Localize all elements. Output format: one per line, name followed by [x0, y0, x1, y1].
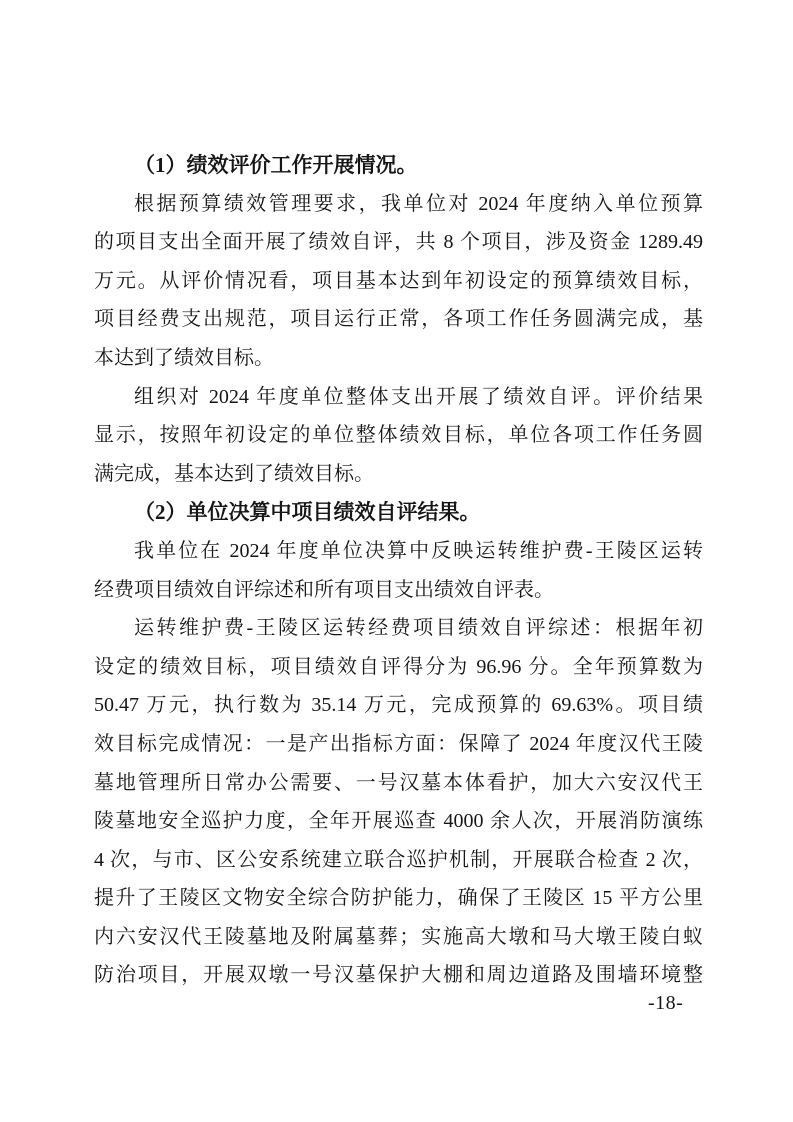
text-line: 运转维护费-王陵区运转经费项目绩效自评综述：根据年初 [134, 617, 703, 640]
text-line: 组织对 2024 年度单位整体支出开展了绩效自评。评价结果 [134, 385, 703, 408]
section-heading: （2）单位决算中项目绩效自评结果。 [134, 500, 481, 525]
text-line: 项目经费支出规范，项目运行正常，各项工作任务圆满完成，基 [94, 308, 703, 331]
page-number: -18- [648, 992, 684, 1014]
text-line: 效目标完成情况：一是产出指标方面：保障了 2024 年度汉代王陵 [94, 732, 703, 755]
document-content [94, 146, 703, 995]
text-line: 50.47 万元，执行数为 35.14 万元，完成预算的 69.63%。项目绩 [94, 694, 703, 717]
text-line: 防治项目，开展双墩一号汉墓保护大棚和周边道路及围墙环境整 [94, 964, 703, 987]
text-line: 经费项目绩效自评综述和所有项目支出绩效自评表。 [94, 578, 554, 601]
text-line: 提升了王陵区文物安全综合防护能力，确保了王陵区 15 平方公里 [94, 887, 703, 910]
text-line: 内六安汉代王陵墓地及附属墓葬；实施高大墩和马大墩王陵白蚁 [94, 925, 703, 948]
text-line: 根据预算绩效管理要求，我单位对 2024 年度纳入单位预算 [134, 192, 703, 215]
text-line: 墓地管理所日常办公需要、一号汉墓本体看护，加大六安汉代王 [94, 771, 703, 794]
text-line: 4 次，与市、区公安系统建立联合巡护机制，开展联合检查 2 次， [94, 848, 703, 871]
text-line: 本达到了绩效目标。 [94, 346, 274, 369]
text-line: 显示，按照年初设定的单位整体绩效目标，单位各项工作任务圆 [94, 424, 703, 447]
text-line: 满完成，基本达到了绩效目标。 [94, 462, 374, 485]
text-line: 的项目支出全面开展了绩效自评，共 8 个项目，涉及资金 1289.49 [94, 231, 703, 254]
section-heading: （1）绩效评价工作开展情况。 [134, 153, 418, 177]
text-line: 设定的绩效目标，项目绩效自评得分为 96.96 分。全年预算数为 [94, 655, 703, 678]
text-line: 万元。从评价情况看，项目基本达到年初设定的预算绩效目标， [94, 269, 703, 292]
text-line: 我单位在 2024 年度单位决算中反映运转维护费-王陵区运转 [134, 539, 703, 562]
text-line: 陵墓地安全巡护力度，全年开展巡查 4000 余人次，开展消防演练 [94, 810, 703, 833]
